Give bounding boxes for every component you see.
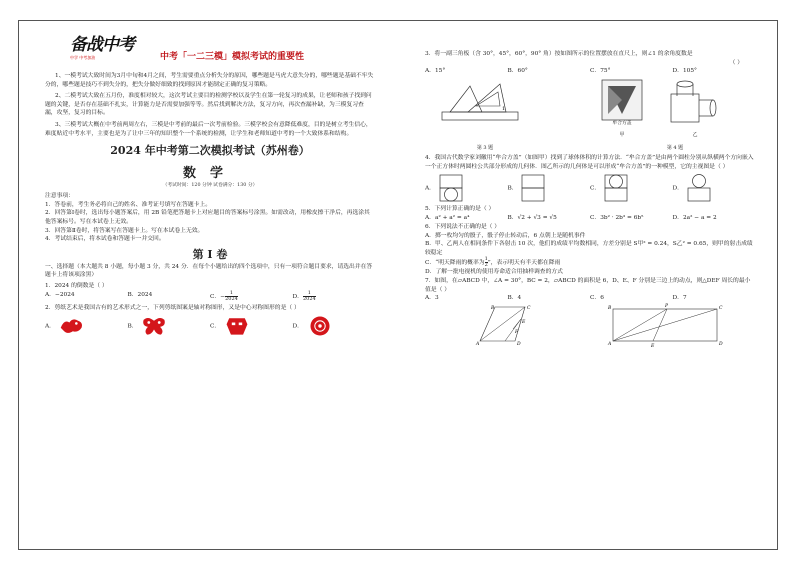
q3-option-d: D．105° <box>672 68 697 75</box>
q6-c-prefix: C．“明天降雨的概率为 <box>425 260 485 267</box>
q3-option-c: C．75° <box>590 68 611 75</box>
q6-c-den: 2 <box>484 262 488 269</box>
q1-d-num: 1 <box>307 289 311 296</box>
q3-option-b: B．60° <box>507 68 528 75</box>
dragon-papercut-icon <box>59 314 85 338</box>
q2-c-label: C． <box>210 323 221 330</box>
svg-text:D: D <box>719 342 723 348</box>
note-1: 1．答卷前，考生务必将自己的姓名、准考证号填写在答题卡上。 <box>45 201 212 208</box>
triangle-rulers-figure <box>440 80 520 140</box>
svg-text:C: C <box>527 306 531 312</box>
q4-options <box>425 171 755 205</box>
q5-stem: 5．下列计算正确的是（ ） <box>425 206 495 213</box>
q1-d-prefix: D． <box>292 293 303 300</box>
note-3: 3．回答第Ⅱ卷时，将答案写在答题卡上。写在本试卷上无效。 <box>45 227 204 234</box>
q4-option-b <box>508 173 591 203</box>
q1-options <box>45 291 375 302</box>
q7-option-b: B．4 <box>507 295 522 302</box>
intro-paragraph-3: 3、三模考试大概在中考前两周左右，三模是中考前的最后一次考前检验。三模学校会有意降低难度，目的是树立考生信心，难度贴近中考水平，主要也是为了让中三年的知识整个一个系统的检测，让学生和老师知道中考的一个大致体系和结构。 <box>45 121 372 137</box>
q2-option-a <box>45 314 128 338</box>
q6-option-b: B．甲、乙两人在相同条件下各射击 10 次，他们的成绩平均数相同，方差分别是 S甲² = 0.24，S乙² = 0.65，则甲的射击成绩较稳定 <box>425 241 753 256</box>
q4-option-c-figure <box>602 173 632 203</box>
note-2: 2．回答第Ⅰ卷时，选出每小题答案后，用 2B 铅笔把答题卡上对应题目的答案标号涂黑。如需改动，用橡皮擦干净后，再选涂其他答案标号。写在本试卷上无效。 <box>45 210 370 225</box>
q6-option-c <box>425 257 755 268</box>
q7-stem: 7．如图，在▱ABCD 中，∠A = 30°，BC = 2，▱ABCD 的面积是 6，D、E、F 分别是三边上的动点，则△DEF 周长的最小值是（ ） <box>425 277 751 293</box>
left-column <box>45 72 375 338</box>
svg-text:D: D <box>517 342 521 348</box>
q7-option-d: D．7 <box>672 295 687 302</box>
subject-title: 数学 <box>182 166 237 182</box>
q4-d-label: D． <box>672 185 683 192</box>
svg-text:E: E <box>522 320 526 326</box>
note-4: 4．考试结束后，将本试卷和答题卡一并交回。 <box>45 236 165 243</box>
mask-papercut-icon <box>224 314 250 338</box>
logo-subtext: 中学 中考加油 <box>70 55 96 60</box>
svg-text:C: C <box>719 306 723 312</box>
intro-paragraph-1: 1、一模考试大致时间为3月中旬和4月之间，考生需要重点分析失分的原因，哪些题是马虎大意失分的，哪些题是基础不牢失分的，哪些题是技巧不到失分的，把失分做好细致的找到原因才能制定正确的复习策略。 <box>45 73 374 88</box>
q1-c-den: 2024 <box>225 295 238 302</box>
q1-d-den: 2024 <box>302 295 316 302</box>
q3-options <box>425 67 755 76</box>
svg-text:A: A <box>608 342 612 348</box>
q7-figures <box>425 303 755 349</box>
q4-option-a-figure <box>437 173 467 203</box>
svg-text:B: B <box>491 306 495 312</box>
q4-option-c <box>590 173 673 203</box>
q5-option-c: C．3b² · 2b³ = 6b⁵ <box>590 214 644 221</box>
banner-title: 中考「一二三模」模拟考试的重要性 <box>160 52 305 62</box>
q4-option-a <box>425 173 508 203</box>
q6-stem: 6．下列说法不正确的是（ ） <box>425 223 501 230</box>
mouhe-label: 牟合方盖 <box>612 121 632 127</box>
figure-3-caption: 第 3 题 <box>476 145 494 152</box>
right-column <box>425 50 755 349</box>
q1-option-d <box>293 291 376 302</box>
q7-option-c: C．6 <box>590 295 604 302</box>
q2-option-c <box>210 314 293 338</box>
q5-options <box>425 214 755 223</box>
q1-option-b: B．2024 <box>127 291 153 298</box>
q1-c-fraction <box>225 291 238 302</box>
q2-d-label: D． <box>292 323 303 330</box>
q4-stem: 4．我国古代数学家刘徽用“牟合方盖”（如图甲）找到了球体体积的计算方法．“牟合方盖”是由两个圆柱分别从纵横两个方向嵌入一个正方体时两圆柱公共部分形成的几何体．图乙所示的几何体是可以形成“牟合方盖”的一种模型，它的主视图是（ ） <box>425 155 754 170</box>
q5-option-a: A．a² + a² = a⁴ <box>425 214 470 221</box>
q6-option-d: D．了解一批电视机的使用寿命适合用抽样调查的方式 <box>425 269 563 276</box>
svg-text:1: 1 <box>502 106 506 113</box>
svg-text:E: E <box>651 344 655 350</box>
q6-c-num: 1 <box>484 256 488 263</box>
q4-b-label: B． <box>507 185 518 192</box>
round-papercut-icon <box>307 314 333 338</box>
q2-a-label: A． <box>45 323 55 330</box>
exam-title: 2024 年中考第二次模拟考试（苏州卷） <box>110 144 310 158</box>
svg-text:A: A <box>476 342 480 348</box>
volume-title: 第 I 卷 <box>192 247 228 261</box>
q4-a-label: A． <box>425 185 435 192</box>
q3-stem: 3．将一副三角板（含 30°，45°，60°，90° 角）按如图所示的位置摆放在直尺上，则∠1 的余角度数是 <box>425 51 693 57</box>
notes-heading: 注意事项： <box>45 193 74 200</box>
label-yi: 乙 <box>692 132 698 139</box>
q3-q4-figures <box>425 76 755 154</box>
q1-option-c <box>210 291 293 302</box>
label-jia: 甲 <box>619 132 625 139</box>
q6-option-a: A．掷一枚均匀的骰子，骰子停止转动后，6 点朝上是随机事件 <box>425 232 586 239</box>
figure-4-caption: 第 4 题 <box>666 145 684 152</box>
q1-option-a: A．−2024 <box>45 291 75 298</box>
q5-option-b: B．√2 + √3 = √5 <box>507 214 557 221</box>
q1-c-num: 1 <box>229 289 234 296</box>
q3-option-a: A．15° <box>425 68 446 75</box>
exam-time-note: （考试时间：120 分钟 试卷满分：130 分） <box>162 183 258 189</box>
q7-option-a: A．3 <box>425 295 439 302</box>
logo <box>70 30 140 64</box>
logo-text: 备战中考 <box>70 35 134 55</box>
q5-option-d: D．2a² − a = 2 <box>672 214 717 221</box>
q1-stem: 1．2024 的倒数是（ ） <box>45 282 108 289</box>
butterfly-papercut-icon <box>141 314 167 338</box>
q4-c-label: C． <box>590 185 601 192</box>
q2-option-b <box>128 314 211 338</box>
q1-c-prefix: C．− <box>210 293 226 300</box>
q2-option-d <box>293 314 376 338</box>
q7-figure-2 <box>605 303 725 349</box>
intro-paragraph-2: 2、二模考试大致在五月份，准度相对较大，这次考试主要目的检测学校以及学生在第一轮复习的成果，让老师和孩子找到问题的关键，是否存在基础不扎实，计算能力是否需要加强等等。然后找到解决方法，复习方向，再次查漏补缺，为三模复习查漏，攻坚，复习的目标。 <box>45 93 372 117</box>
q4-option-b-figure <box>519 173 549 203</box>
section-1-heading: 一、选择题（本大题共 8 小题，每小题 3 分，共 24 分．在每个小题给出的四个选项中，只有一项符合题目要求，请选出并在答题卡上将该项涂黑） <box>45 263 373 279</box>
q4-option-d-figure <box>685 173 715 203</box>
q4-option-d <box>673 173 756 203</box>
q6-c-suffix: ”，表示明天有半天都在降雨 <box>487 260 561 267</box>
q1-d-fraction <box>303 291 316 302</box>
q3-paren: （ ） <box>729 59 743 66</box>
svg-text:P: P <box>665 304 669 310</box>
q2-b-label: B． <box>127 323 138 330</box>
q7-figure-1 <box>475 303 555 349</box>
svg-text:F: F <box>515 330 519 336</box>
q2-stem: 2．剪纸艺术是我国古有的艺术形式之一，下列剪纸图案是轴对称图形，又是中心对称图形的是（ ） <box>45 304 300 311</box>
cylinder-cube-figure <box>665 76 725 132</box>
q7-options <box>425 294 755 303</box>
q2-options <box>45 314 375 338</box>
svg-text:B: B <box>608 306 612 312</box>
